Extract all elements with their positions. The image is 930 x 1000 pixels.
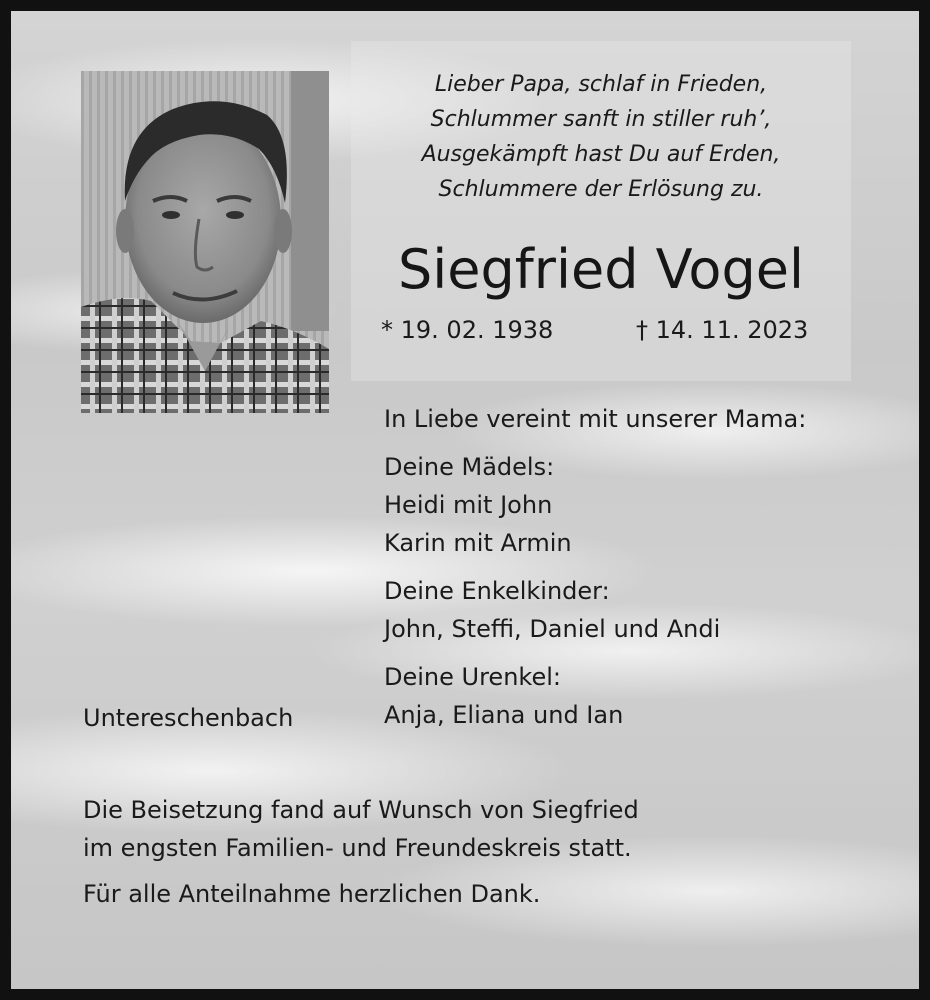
family-intro: In Liebe vereint mit unserer Mama: — [384, 405, 807, 433]
daughter-entry: Heidi mit John — [384, 491, 553, 519]
portrait-photo — [81, 71, 329, 413]
family-section — [384, 400, 806, 734]
poem-line: Schlummer sanft in stiller ruh’, — [430, 107, 772, 132]
birth-date: * 19. 02. 1938 — [381, 316, 554, 344]
grandchildren-group — [384, 572, 806, 648]
great-grandchildren-heading: Deine Urenkel: — [384, 663, 561, 691]
footer-text — [83, 791, 639, 913]
daughters-heading: Deine Mädels: — [384, 453, 555, 481]
great-grandchildren-group — [384, 658, 806, 734]
grandchildren-names: John, Steffi, Daniel und Andi — [384, 615, 721, 643]
deceased-name: Siegfried Vogel — [398, 238, 804, 301]
poem-line: Ausgekämpft hast Du auf Erden, — [421, 142, 781, 167]
poem-line: Schlummere der Erlösung zu. — [438, 177, 764, 202]
poem — [371, 67, 831, 207]
grandchildren-heading: Deine Enkelkinder: — [384, 577, 610, 605]
burial-line-2: im engsten Familien- und Freundeskreis statt. — [83, 834, 632, 862]
great-grandchildren-names: Anja, Eliana und Ian — [384, 701, 624, 729]
daughters-group — [384, 448, 806, 562]
thanks-line: Für alle Anteilnahme herzlichen Dank. — [83, 880, 541, 908]
death-date: † 14. 11. 2023 — [636, 316, 809, 344]
place-name: Untereschenbach — [83, 704, 294, 732]
daughter-entry: Karin mit Armin — [384, 529, 572, 557]
burial-line-1: Die Beisetzung fand auf Wunsch von Siegfried — [83, 796, 639, 824]
poem-line: Lieber Papa, schlaf in Frieden, — [434, 72, 768, 97]
